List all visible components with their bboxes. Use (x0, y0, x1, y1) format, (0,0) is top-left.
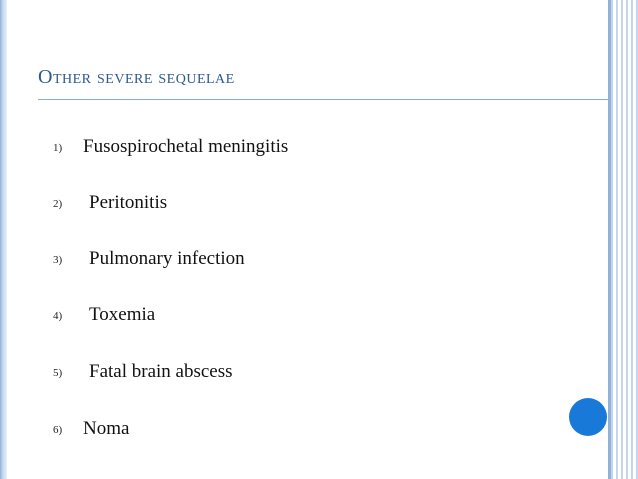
list-item-number: 5) (53, 367, 63, 379)
list-item-text: Toxemia (89, 304, 156, 325)
title-divider (38, 99, 608, 100)
list-item-text: Peritonitis (89, 192, 168, 213)
list-item-number: 1) (53, 142, 63, 154)
list-item-text: Fatal brain abscess (89, 361, 233, 382)
left-border-decoration (0, 0, 7, 479)
list-item-number: 6) (53, 424, 63, 436)
list-item-text: Fusospirochetal meningitis (83, 136, 289, 157)
accent-circle (569, 398, 607, 436)
right-stripe-decoration (608, 0, 638, 479)
list-item-number: 3) (53, 254, 63, 266)
list-item-number: 2) (53, 198, 63, 210)
slide-title: Other severe sequelae (38, 66, 235, 88)
list-item-number: 4) (53, 310, 63, 322)
list-item-text: Noma (83, 418, 130, 439)
list-item-text: Pulmonary infection (89, 248, 245, 269)
